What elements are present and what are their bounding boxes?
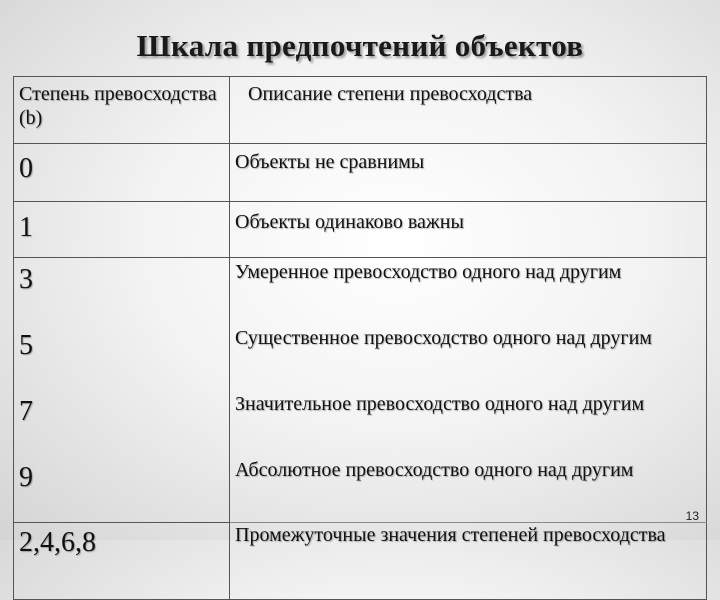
degree-cell: 5	[14, 324, 230, 390]
table-row	[14, 523, 707, 600]
description-cell: Значительное превосходство одного над другим	[230, 390, 707, 456]
header-degree: Степень превосходства (b)	[14, 77, 230, 144]
degree-cell: 1	[14, 202, 230, 258]
description-cell: Существенное превосходство одного над другим	[230, 324, 707, 390]
table-row	[14, 144, 707, 202]
table-row	[14, 258, 707, 325]
description-cell: Абсолютное превосходство одного над другим	[230, 456, 707, 523]
degree-cell: 2,4,6,8	[14, 523, 230, 600]
description-cell: Умеренное превосходство одного над другим	[230, 258, 707, 325]
description-cell: Объекты не сравнимы	[230, 144, 707, 202]
table-header-row	[14, 77, 707, 144]
degree-cell: 0	[14, 144, 230, 202]
table-row	[14, 202, 707, 258]
table-row	[14, 390, 707, 456]
degree-cell: 9	[14, 456, 230, 523]
description-cell: Промежуточные значения степеней превосходства	[230, 523, 707, 600]
slide-title: Шкала предпочтений объектов	[136, 28, 584, 63]
page-number: 13	[685, 509, 699, 523]
header-description: Описание степени превосходства	[230, 77, 707, 144]
preference-scale-table	[13, 76, 707, 600]
description-cell: Объекты одинаково важны	[230, 202, 707, 258]
degree-cell: 3	[14, 258, 230, 325]
degree-cell: 7	[14, 390, 230, 456]
table-row	[14, 456, 707, 523]
table-row	[14, 324, 707, 390]
